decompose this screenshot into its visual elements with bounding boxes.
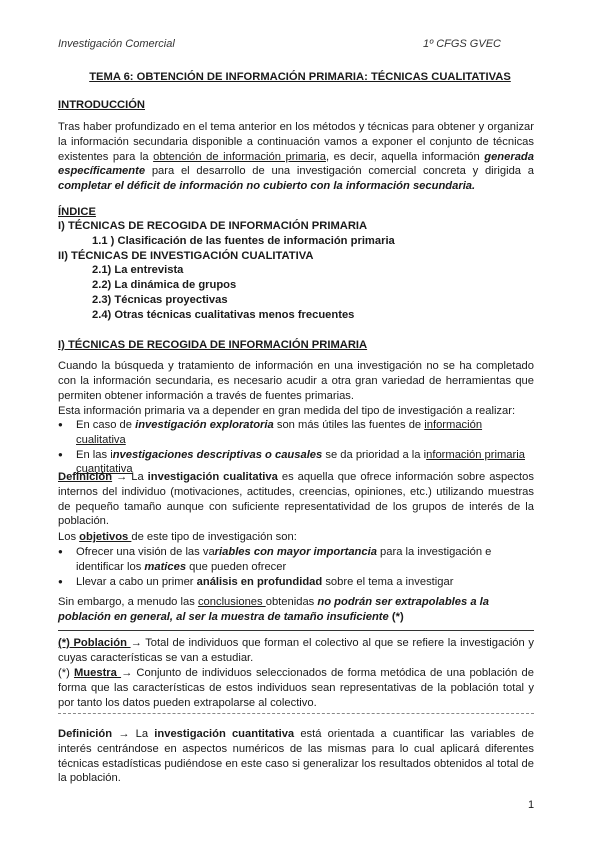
- page-number: 1: [528, 799, 535, 811]
- header-course: Investigación Comercial: [58, 38, 175, 50]
- list-item: ● Llevar a cabo un primer análisis en profundidad sobre el tema a investigar: [58, 575, 534, 590]
- section1-paragraph: Cuando la búsqueda y tratamiento de información en una investigación no se ha completado con la información secundaria, es necesario acudir a otra gran variedad de herramientas que permiten obtener información a través de fuentes primarias.: [58, 360, 534, 402]
- section1-lead: Esta información primaria va a depender en gran medida del tipo de investigación a realizar:: [58, 405, 516, 417]
- index-list: [58, 219, 534, 323]
- list-item: ● En caso de investigación exploratoria son más útiles las fuentes de información cualitativa: [58, 418, 534, 448]
- index-heading: ÍNDICE: [58, 206, 96, 218]
- index-item: 2.1) La entrevista: [92, 264, 184, 277]
- index-item: II) TÉCNICAS DE INVESTIGACIÓN CUALITATIVA: [58, 249, 314, 262]
- index-item: 2.3) Técnicas proyectivas: [92, 293, 228, 306]
- intro-heading: INTRODUCCIÓN: [58, 99, 146, 111]
- divider: [58, 713, 534, 714]
- definition-quantitative: Definición → La investigación cuantitativa está orientada a cuantificar las variables de interés centrándose en aspectos numéricos de las mismas para lo cual aplicará diferentes técnicas estadísticas pudiéndose en este caso si generalizar los resultados obtenidos al total de la población.: [58, 728, 534, 785]
- objectives-list: [58, 545, 534, 589]
- list-item: ● En las investigaciones descriptivas o causales se da prioridad a la información primaria cuantitativa: [58, 448, 534, 478]
- section1-heading: I) TÉCNICAS DE RECOGIDA DE INFORMACIÓN PRIMARIA: [58, 339, 368, 351]
- note-population: (*) Población → Total de individuos que forman el colectivo al que se refiere la investigación y cuyas características se van a estudiar.: [58, 637, 534, 664]
- index-item: 2.4) Otras técnicas cualitativas menos frecuentes: [92, 308, 355, 321]
- conclusion-paragraph: Sin embargo, a menudo las conclusiones obtenidas no podrán ser extrapolables a la población en general, al ser la muestra de tamaño insuficiente (*): [58, 596, 489, 623]
- index-item: 2.2) La dinámica de grupos: [92, 279, 237, 292]
- divider: [58, 630, 534, 631]
- research-type-list: [58, 418, 534, 477]
- note-sample: (*) Muestra → Conjunto de individuos seleccionados de forma metódica de una población de forma que las características de estos individuos sean representativas de la población total y por tanto los datos pueden extrapolarse al colectivo.: [58, 667, 534, 709]
- list-item: ● Ofrecer una visión de las variables con mayor importancia para la investigación e identificar los matices que pueden ofrecer: [58, 545, 534, 575]
- objectives-lead: Los objetivos de este tipo de investigación son:: [58, 531, 297, 543]
- index-item: 1.1 ) Clasificación de las fuentes de información primaria: [92, 234, 395, 247]
- definition-qualitative: Definición → La investigación cualitativa es aquella que ofrece información sobre aspectos internos del individuo (motivaciones, actitudes, creencias, opiniones, etc.) utilizando muestras de pequeño tamaño aunque con suficiente representatividad de los grupos de interés de la población.: [58, 471, 534, 528]
- page-title: TEMA 6: OBTENCIÓN DE INFORMACIÓN PRIMARIA: TÉCNICAS CUALITATIVAS: [89, 71, 511, 83]
- intro-paragraph: Tras haber profundizado en el tema anterior en los métodos y técnicas para obtener y organizar la información secundaria disponible a continuación vamos a exponer el conjunto de técnicas existentes para la obtención de información primaria, es decir, aquella información generada específicamente para el desarrollo de una investigación comercial concreta y dirigida a completar el déficit de información no cubierto con la información secundaria.: [58, 121, 534, 193]
- header-level: 1º CFGS GVEC: [423, 38, 501, 50]
- index-item: I) TÉCNICAS DE RECOGIDA DE INFORMACIÓN PRIMARIA: [58, 220, 368, 232]
